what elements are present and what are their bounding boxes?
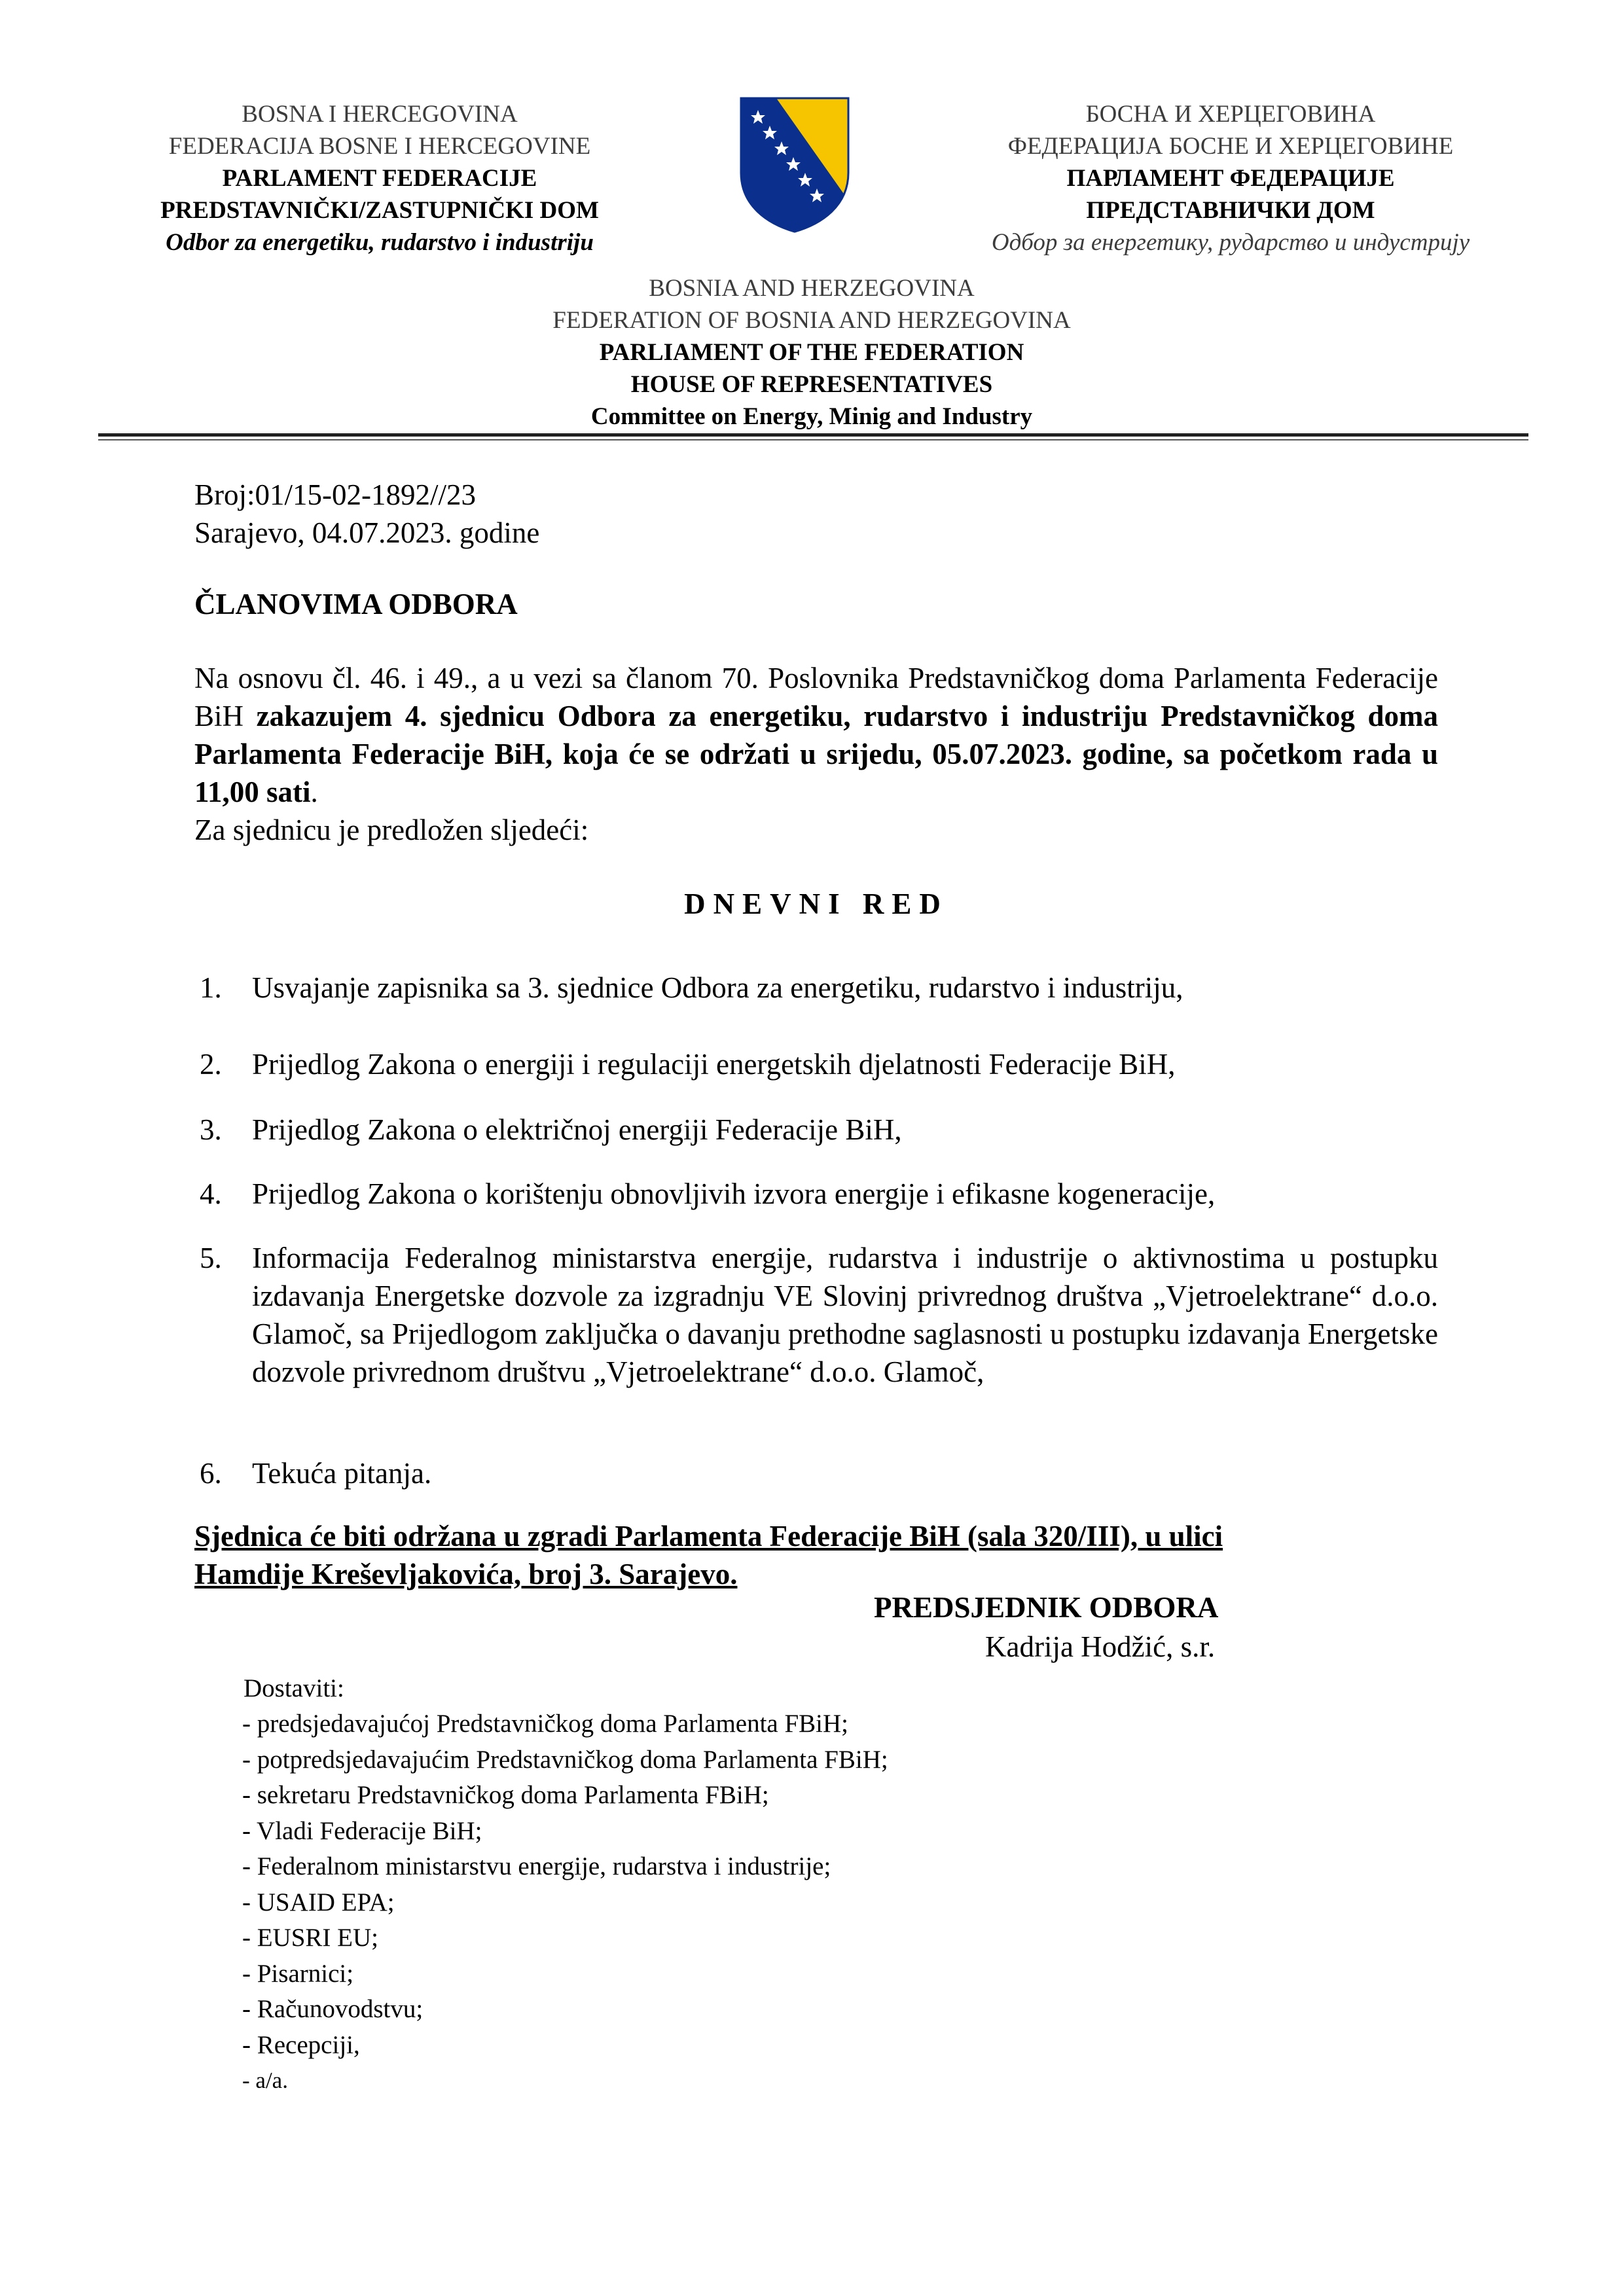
session-location-line1: Sjednica će biti održana u zgradi Parlamenta Federacije BiH (sala 320/III), u ulici	[194, 1520, 1223, 1552]
federation-name-latin: FEDERACIJA BOSNE I HERCEGOVINE	[168, 133, 591, 160]
session-location-line2: Hamdije Kreševljakovića, broj 3. Sarajevo.	[194, 1558, 738, 1590]
distribution-item: - Računovodstvu;	[242, 1995, 424, 2023]
distribution-item: - EUSRI EU;	[242, 1924, 378, 1952]
distribution-item: - predsjedavajućoj Predstavničkog doma Parlamenta FBiH;	[242, 1710, 849, 1738]
agenda-item-number: 1.	[200, 971, 222, 1004]
distribution-list	[242, 1706, 888, 2099]
distribution-item: - potpredsjedavajućim Predstavničkog doma Parlamenta FBiH;	[242, 1745, 888, 1774]
parliament-name-cyrillic: ПАРЛАМЕНТ ФЕДЕРАЦИЈЕ	[1066, 165, 1395, 192]
intro-period: .	[310, 776, 318, 808]
intro-agenda-lead: Za sjednicu je predložen sljedeći:	[194, 814, 589, 846]
intro-bold-text: zakazujem 4. sjednicu Odbora za energetiku, rudarstvo i industriju Predstavničkog doma Parlamenta Federacije BiH, koja će se održati u srijedu, 05.07.2023. godine, sa početkom rada u 11,00 sati	[194, 700, 1438, 808]
distribution-item: - Federalnom ministarstvu energije, rudarstva i industrije;	[242, 1852, 831, 1880]
house-name-english: HOUSE OF REPRESENTATIVES	[630, 371, 993, 398]
intro-paragraph	[194, 659, 1438, 849]
reference-block	[194, 476, 539, 552]
agenda-title: DNEVNI RED	[684, 888, 948, 920]
distribution-item: - USAID EPA;	[242, 1888, 395, 1916]
letterhead-right	[949, 98, 1512, 259]
agenda-item-number: 5.	[200, 1242, 222, 1274]
agenda-item-number: 6.	[200, 1457, 222, 1490]
session-location	[194, 1517, 1438, 1593]
header-divider-thin	[98, 439, 1528, 440]
committee-name-english: Committee on Energy, Minig and Industry	[590, 403, 1033, 430]
country-name-latin: BOSNA I HERCEGOVINA	[242, 101, 518, 128]
agenda-item-number: 4.	[200, 1177, 222, 1210]
coat-of-arms-icon	[738, 96, 851, 234]
addressee: ČLANOVIMA ODBORA	[194, 588, 518, 620]
parliament-name-english: PARLIAMENT OF THE FEDERATION	[599, 339, 1024, 366]
letterhead-english	[353, 272, 1270, 433]
agenda-item-text: Informacija Federalnog ministarstva energije, rudarstva i industrije o aktivnostima u postupku izdavanja Energetske dozvole za izgradnju VE Slovinj privrednog društva „Vjetroelektrane“ d.o.o. Glamoč, sa Prijedlogom zaključka o davanju prethodne saglasnosti u postupku izdavanja Energetske dozvole privrednom društvu „Vjetroelektrane“ d.o.o. Glamoč,	[252, 1242, 1438, 1388]
agenda-item-number: 3.	[200, 1113, 222, 1146]
distribution-item: - a/a.	[242, 2068, 288, 2093]
place-date: Sarajevo, 04.07.2023. godine	[194, 516, 540, 549]
signature-title: PREDSJEDNIK ODBORA	[874, 1591, 1219, 1624]
distribution-item: - sekretaru Predstavničkog doma Parlamenta FBiH;	[242, 1781, 769, 1809]
house-name-cyrillic: ПРЕДСТАВНИЧКИ ДОМ	[1086, 197, 1375, 224]
committee-name-cyrillic: Одбор за енергетику, рударство и индустрију	[991, 229, 1470, 256]
letterhead-left	[101, 98, 658, 259]
agenda-item	[194, 969, 1438, 1007]
agenda-item-text: Prijedlog Zakona o energiji i regulaciji energetskih djelatnosti Federacije BiH,	[252, 1048, 1176, 1081]
distribution-heading: Dostaviti:	[244, 1674, 344, 1702]
agenda-item	[194, 1111, 1438, 1149]
header-divider	[98, 433, 1528, 437]
parliament-name-latin: PARLAMENT FEDERACIJE	[222, 165, 537, 192]
distribution-item: - Recepciji,	[242, 2030, 360, 2059]
agenda-item-number: 2.	[200, 1048, 222, 1081]
agenda-item	[194, 1454, 1438, 1492]
distribution-item: - Pisarnici;	[242, 1959, 354, 1988]
agenda-item-text: Tekuća pitanja.	[252, 1457, 432, 1490]
distribution-item: - Vladi Federacije BiH;	[242, 1816, 482, 1845]
country-name-cyrillic: БОСНА И ХЕРЦЕГОВИНА	[1085, 101, 1376, 128]
committee-name-latin: Odbor za energetiku, rudarstvo i industriju	[166, 229, 594, 256]
agenda-item-text: Prijedlog Zakona o električnoj energiji Federacije BiH,	[252, 1113, 902, 1146]
house-name-latin: PREDSTAVNIČKI/ZASTUPNIČKI DOM	[160, 197, 599, 224]
federation-name-english: FEDERATION OF BOSNIA AND HERZEGOVINA	[552, 307, 1071, 334]
signature-name: Kadrija Hodžić, s.r.	[985, 1630, 1216, 1663]
agenda-item	[194, 1239, 1438, 1391]
agenda-item-text: Usvajanje zapisnika sa 3. sjednice Odbora za energetiku, rudarstvo i industriju,	[252, 971, 1183, 1004]
agenda-item	[194, 1045, 1438, 1083]
agenda-item	[194, 1175, 1438, 1213]
federation-name-cyrillic: ФЕДЕРАЦИЈА БОСНЕ И ХЕРЦЕГОВИНЕ	[1007, 133, 1454, 160]
agenda-item-text: Prijedlog Zakona o korištenju obnovljivih izvora energije i efikasne kogeneracije,	[252, 1177, 1216, 1210]
intro-text: Na osnovu čl. 46. i 49., a u vezi sa članom 70. Poslovnika Predstavničkog doma Parlamenta Federacije BiH	[194, 662, 1438, 732]
reference-number: Broj:01/15-02-1892//23	[194, 478, 476, 511]
country-name-english: BOSNIA AND HERZEGOVINA	[649, 275, 975, 302]
